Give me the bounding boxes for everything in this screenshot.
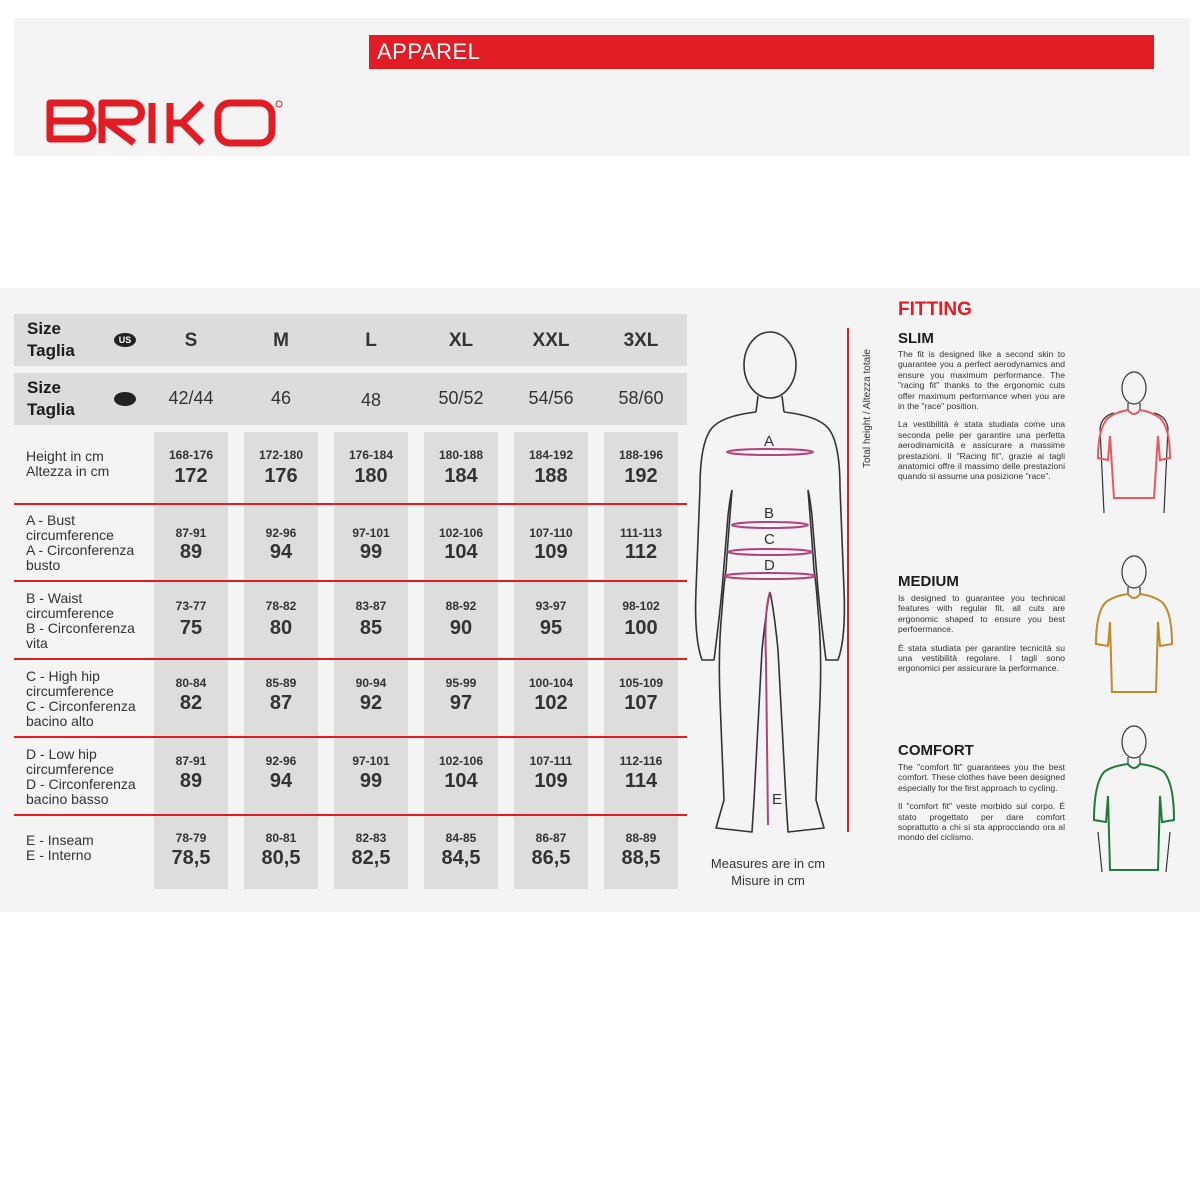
- size-us-head: L: [365, 330, 377, 351]
- apparel-label: APPAREL: [377, 39, 481, 64]
- range-cell: 78-82: [265, 599, 297, 613]
- row-label-bust: A - Bust circumference A - Circonferenza busto: [26, 512, 135, 573]
- range-cell: 112-116: [619, 754, 663, 768]
- fit-description-slim: The fit is designed like a second skin to guarantee you a perfect aerodynamics and ensure you maximum performance. The "racing fit" thanks to the ergonomic cuts offer maximum performance when you are in the "race" position. La vestibilità è stata studiata come una seconda pelle per garantire una perfetta aerodinamicità e assicurare a massime prestazioni. Il "Racing fit", grazie ai tagli anatomici offre il massimo delle prestazioni quando si assume una posizione "race".: [898, 349, 1065, 482]
- total-height-label: Total height / Altezza totale: [862, 349, 873, 468]
- value-cell: 90: [449, 617, 473, 639]
- value-cell: 89: [179, 770, 203, 792]
- value-cell: 99: [359, 770, 383, 792]
- value-cell: 88,5: [621, 847, 661, 869]
- range-cell: 80-84: [175, 676, 207, 690]
- range-cell: 188-196: [618, 448, 664, 462]
- value-cell: 87: [269, 692, 293, 714]
- value-cell: 112: [624, 541, 658, 563]
- marker-a: A: [764, 433, 775, 450]
- row-label-high-hip: C - High hip circumference C - Circonferenza bacino alto: [26, 668, 136, 729]
- row-divider: [14, 736, 687, 738]
- value-cell: 97: [449, 692, 473, 714]
- range-cell: 168-176: [168, 448, 214, 462]
- range-cell: 84-85: [445, 831, 477, 845]
- value-cell: 85: [359, 617, 383, 639]
- size-us-head: S: [184, 330, 198, 351]
- size-column: [244, 432, 318, 889]
- value-cell: 172: [174, 465, 208, 487]
- range-cell: 87-91: [175, 526, 207, 540]
- value-cell: 86,5: [531, 847, 571, 869]
- marker-d: D: [764, 557, 775, 574]
- row-label-height: Height in cm Altezza in cm: [26, 448, 110, 479]
- row-divider: [14, 814, 687, 816]
- value-cell: 180: [354, 465, 388, 487]
- size-column: [154, 432, 228, 889]
- value-cell: 94: [269, 541, 293, 563]
- range-cell: 172-180: [258, 448, 304, 462]
- value-cell: 89: [179, 541, 203, 563]
- range-cell: 90-94: [355, 676, 387, 690]
- range-cell: 86-87: [535, 831, 567, 845]
- range-cell: 73-77: [175, 599, 207, 613]
- range-cell: 78-79: [175, 831, 207, 845]
- value-cell: 192: [624, 465, 658, 487]
- range-cell: 111-113: [619, 526, 663, 540]
- range-cell: 83-87: [355, 599, 387, 613]
- fit-name-slim: SLIM: [898, 330, 934, 347]
- value-cell: 100: [624, 617, 658, 639]
- range-cell: 176-184: [348, 448, 394, 462]
- value-cell: 78,5: [171, 847, 211, 869]
- size-it-head: 50/52: [438, 388, 484, 408]
- range-cell: 98-102: [622, 599, 660, 613]
- range-cell: 80-81: [265, 831, 297, 845]
- range-cell: 97-101: [352, 754, 390, 768]
- size-column: [334, 432, 408, 889]
- value-cell: 80: [269, 617, 293, 639]
- range-cell: 107-110: [529, 526, 573, 540]
- value-cell: 84,5: [441, 847, 481, 869]
- briko-logo: [46, 98, 286, 153]
- range-cell: 102-106: [438, 526, 484, 540]
- size-us-head: 3XL: [623, 330, 659, 351]
- range-cell: 93-97: [535, 599, 567, 613]
- range-cell: 88-92: [445, 599, 477, 613]
- size-it-head: 42/44: [168, 388, 214, 408]
- range-cell: 100-104: [528, 676, 574, 690]
- range-cell: 82-83: [355, 831, 387, 845]
- value-cell: 82: [179, 692, 203, 714]
- size-it-head: 54/56: [528, 388, 574, 408]
- value-cell: 82,5: [351, 847, 391, 869]
- range-cell: 102-106: [438, 754, 484, 768]
- size-column: [514, 432, 588, 889]
- fit-name-medium: MEDIUM: [898, 573, 959, 590]
- range-cell: 87-91: [175, 754, 207, 768]
- size-it-head: 58/60: [618, 388, 664, 408]
- range-cell: 88-89: [625, 831, 657, 845]
- value-cell: 109: [534, 770, 568, 792]
- size-it-head: 48: [360, 390, 382, 410]
- value-cell: 94: [269, 770, 293, 792]
- range-cell: 97-101: [352, 526, 390, 540]
- value-cell: 107: [624, 692, 658, 714]
- comfort-fit-silhouette-icon: [1092, 722, 1176, 887]
- row-label-inseam: E - Inseam E - Interno: [26, 832, 94, 863]
- marker-c: C: [764, 531, 775, 548]
- fit-description-comfort: The "comfort fit" guarantees you the best comfort. These clothes have been designed especially for the first approach to cycling. Il "comfort fit" veste morbido sul corpo. È stato progettato per dare comfort soprattutto a chi si sta approcciando ora al mondo del ciclismo.: [898, 762, 1065, 843]
- apparel-banner: [369, 35, 1154, 69]
- row-label-waist: B - Waist circumference B - Circonferenza vita: [26, 590, 135, 651]
- value-cell: 109: [534, 541, 568, 563]
- range-cell: 105-109: [618, 676, 664, 690]
- size-column: [424, 432, 498, 889]
- marker-b: B: [764, 505, 775, 522]
- row-label-low-hip: D - Low hip circumference D - Circonferenza bacino basso: [26, 746, 136, 807]
- it-flag-icon: [114, 392, 136, 406]
- fit-name-comfort: COMFORT: [898, 742, 974, 759]
- fit-description-medium: Is designed to guarantee you technical features with regular fit, all cuts are ergonomic shaped to ensure you best perfoermance. È stata studiata per garantire tecnicità su una vestibilità regolare. I tagli sono ergonomici per assicurare la performance.: [898, 593, 1065, 674]
- value-cell: 188: [534, 465, 568, 487]
- size-label-us: Size Taglia: [27, 319, 75, 360]
- us-flag-icon: US: [114, 333, 136, 347]
- range-cell: 95-99: [445, 676, 477, 690]
- value-cell: 184: [444, 465, 478, 487]
- value-cell: 92: [359, 692, 383, 714]
- size-us-head: XL: [448, 330, 474, 351]
- value-cell: 80,5: [261, 847, 301, 869]
- marker-e: E: [772, 791, 783, 808]
- value-cell: 114: [624, 770, 658, 792]
- value-cell: 99: [359, 541, 383, 563]
- value-cell: 95: [539, 617, 563, 639]
- row-divider: [14, 580, 687, 582]
- range-cell: 184-192: [528, 448, 574, 462]
- size-it-head: 46: [270, 388, 292, 408]
- value-cell: 104: [444, 541, 478, 563]
- row-divider: [14, 503, 687, 505]
- range-cell: 107-111: [529, 754, 573, 768]
- body-measure-figure: [692, 320, 862, 850]
- measures-note: Measures are in cm Misure in cm: [710, 856, 826, 888]
- range-cell: 180-188: [438, 448, 484, 462]
- medium-fit-silhouette-icon: [1092, 552, 1176, 707]
- range-cell: 85-89: [265, 676, 297, 690]
- size-us-head: XXL: [532, 330, 570, 351]
- fitting-title: FITTING: [898, 299, 972, 320]
- range-cell: 92-96: [265, 526, 297, 540]
- slim-fit-silhouette-icon: [1092, 368, 1176, 533]
- size-label-it: Size Taglia: [27, 378, 75, 419]
- value-cell: 75: [179, 617, 203, 639]
- size-us-head: M: [273, 330, 289, 351]
- row-divider: [14, 658, 687, 660]
- value-cell: 104: [444, 770, 478, 792]
- range-cell: 92-96: [265, 754, 297, 768]
- value-cell: 102: [534, 692, 568, 714]
- value-cell: 176: [264, 465, 298, 487]
- size-column: [604, 432, 678, 889]
